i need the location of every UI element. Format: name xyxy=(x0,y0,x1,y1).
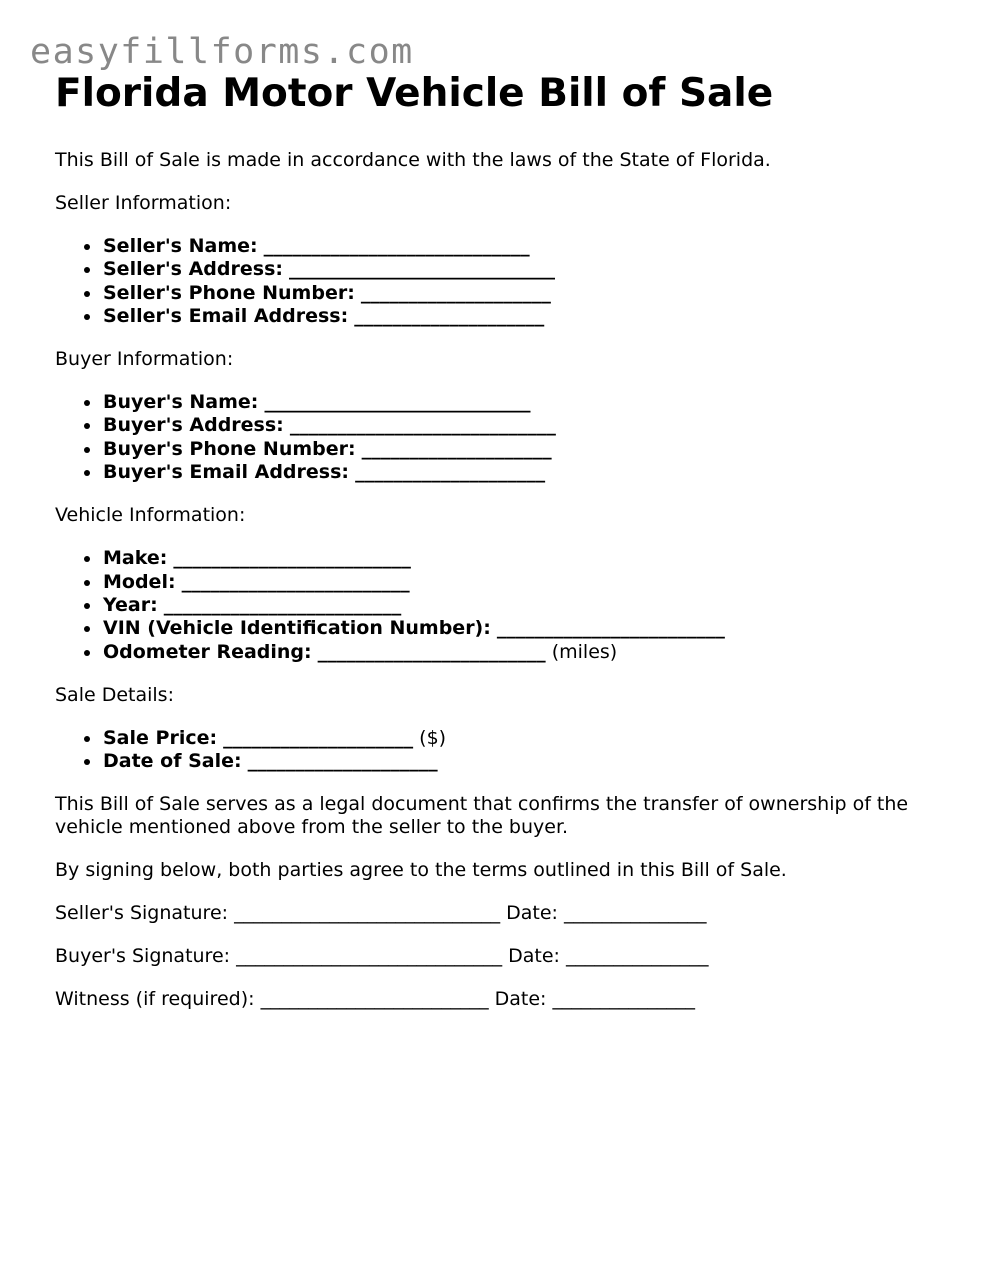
buyer-address-item xyxy=(103,414,955,437)
signature-label: Witness (if required): xyxy=(55,988,255,1011)
seller-address-item xyxy=(103,258,955,281)
buyer-email-item xyxy=(103,461,955,484)
sale-price-field[interactable]: ____________________ xyxy=(223,726,414,749)
field-label: Year: xyxy=(103,593,158,616)
signature-label: Seller's Signature: xyxy=(55,902,229,925)
buyer-list xyxy=(55,391,955,484)
buyer-email-field[interactable]: ____________________ xyxy=(355,461,546,484)
seller-name-field[interactable]: ____________________________ xyxy=(263,235,530,257)
date-label: Date: xyxy=(506,902,558,925)
vehicle-list xyxy=(55,547,955,663)
seller-phone-field[interactable]: ____________________ xyxy=(360,281,551,304)
field-label: Seller's Name: xyxy=(103,235,258,257)
sale-date-item xyxy=(103,750,955,773)
vehicle-year-field[interactable]: _________________________ xyxy=(163,593,402,616)
vehicle-odometer-field[interactable]: ________________________ xyxy=(317,640,546,663)
vehicle-vin-item xyxy=(103,617,955,640)
witness-signature-field[interactable]: ________________________ xyxy=(260,988,489,1011)
field-label: Buyer's Email Address: xyxy=(103,461,350,484)
field-label: VIN (Vehicle Identification Number): xyxy=(103,617,491,640)
price-unit: ($) xyxy=(419,726,447,749)
field-label: Date of Sale: xyxy=(103,750,242,773)
vehicle-make-item xyxy=(103,547,955,570)
sale-price-item xyxy=(103,727,955,750)
buyer-phone-item xyxy=(103,438,955,461)
witness-signature-line xyxy=(55,988,955,1011)
date-label: Date: xyxy=(508,945,560,968)
field-label: Seller's Address: xyxy=(103,258,283,281)
buyer-signature-field[interactable]: ____________________________ xyxy=(236,945,503,968)
vehicle-make-field[interactable]: _________________________ xyxy=(173,547,411,570)
field-label: Buyer's Name: xyxy=(103,391,259,414)
buyer-address-field[interactable]: ____________________________ xyxy=(289,414,556,437)
buyer-signature-line xyxy=(55,945,955,968)
witness-date-field[interactable]: _______________ xyxy=(552,988,695,1011)
seller-name-item xyxy=(103,235,955,258)
seller-email-item xyxy=(103,305,955,328)
seller-date-field[interactable]: _______________ xyxy=(564,902,707,925)
seller-email-field[interactable]: ____________________ xyxy=(354,304,545,327)
vehicle-model-item xyxy=(103,571,955,594)
field-label: Model: xyxy=(103,570,176,593)
sale-date-field[interactable]: ____________________ xyxy=(247,750,438,773)
odometer-unit: (miles) xyxy=(551,640,618,663)
vehicle-model-field[interactable]: ________________________ xyxy=(181,570,410,593)
seller-heading: Seller Information: xyxy=(55,192,232,214)
sale-list xyxy=(55,727,955,774)
field-label: Odometer Reading: xyxy=(103,640,312,663)
document-body xyxy=(55,70,955,1031)
page-title: Florida Motor Vehicle Bill of Sale xyxy=(55,71,774,116)
buyer-heading: Buyer Information: xyxy=(55,348,234,371)
vehicle-heading: Vehicle Information: xyxy=(55,504,246,527)
agreement-paragraph: By signing below, both parties agree to the terms outlined in this Bill of Sale. xyxy=(55,859,787,882)
field-label: Seller's Email Address: xyxy=(103,304,349,327)
buyer-name-item xyxy=(103,391,955,414)
vehicle-vin-field[interactable]: ________________________ xyxy=(496,617,725,640)
signature-label: Buyer's Signature: xyxy=(55,945,231,968)
seller-address-field[interactable]: ____________________________ xyxy=(289,258,556,281)
statement-paragraph: This Bill of Sale serves as a legal document that confirms the transfer of ownership of the vehicle mentioned above from the seller to the buyer. xyxy=(55,793,909,839)
field-label: Buyer's Phone Number: xyxy=(103,437,356,460)
buyer-date-field[interactable]: _______________ xyxy=(566,945,709,968)
seller-signature-field[interactable]: ____________________________ xyxy=(234,902,501,925)
buyer-name-field[interactable]: ____________________________ xyxy=(264,391,531,414)
seller-list xyxy=(55,235,955,328)
field-label: Seller's Phone Number: xyxy=(103,281,355,304)
field-label: Buyer's Address: xyxy=(103,414,284,437)
field-label: Sale Price: xyxy=(103,726,218,749)
watermark: easyfillforms.com xyxy=(30,32,414,72)
vehicle-odometer-item xyxy=(103,641,955,664)
date-label: Date: xyxy=(494,988,547,1011)
sale-heading: Sale Details: xyxy=(55,683,174,706)
seller-signature-line xyxy=(55,902,955,925)
buyer-phone-field[interactable]: ____________________ xyxy=(361,437,552,460)
vehicle-year-item xyxy=(103,594,955,617)
intro-paragraph: This Bill of Sale is made in accordance with the laws of the State of Florida. xyxy=(55,149,771,171)
seller-phone-item xyxy=(103,282,955,305)
field-label: Make: xyxy=(103,547,168,570)
